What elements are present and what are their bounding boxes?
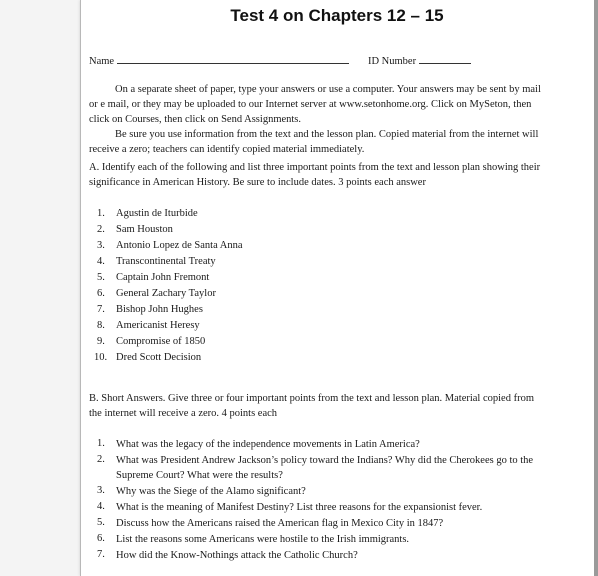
name-field-line[interactable] (117, 53, 349, 64)
page-title: Test 4 on Chapters 12 – 15 (230, 6, 444, 25)
list-item: 8. Americanist Heresy (97, 320, 200, 331)
name-label: Name (89, 56, 115, 67)
list-item: 5. Captain John Fremont (97, 272, 210, 283)
list-item: 3. Why was the Siege of the Alamo significant? (97, 485, 306, 497)
list-item: 4. Transcontinental Treaty (97, 256, 216, 267)
list-item: 6. List the reasons some Americans were hostile to the Irish immigrants. (97, 533, 410, 545)
list-item: 5. Discuss how the Americans raised the American flag in Mexico City in 1847? (97, 517, 444, 529)
section-b-heading: B. Short Answers. Give three or four important points from the text and lesson plan. Material copied from the internet will receive a zero. 4 points each (89, 393, 534, 419)
list-item: 9. Compromise of 1850 (97, 336, 206, 347)
list-item: 7. Bishop John Hughes (97, 304, 203, 315)
list-item: 2. Sam Houston (97, 224, 173, 235)
list-item: 3. Antonio Lopez de Santa Anna (97, 240, 243, 251)
section-a-list (89, 206, 559, 366)
section-a-heading: A. Identify each of the following and list three important points from the text and lesson plan showing their significance in American History. Be sure to include dates. 3 points each answer (89, 162, 541, 188)
list-item: 7. How did the Know-Nothings attack the Catholic Church? (97, 549, 358, 561)
list-item: 2. What was President Andrew Jackson’s policy toward the Indians? Why did the Cherokees go to the Supreme Court? What were the results? (97, 454, 534, 481)
instructions-paragraph-2: Be sure you use information from the text and the lesson plan. Copied material from the internet will receive a zero; teachers can identify copied material immediately. (89, 129, 539, 155)
id-number-label: ID Number (367, 56, 417, 67)
id-number-field-line[interactable] (419, 53, 471, 64)
list-item: 1. Agustin de Iturbide (97, 208, 198, 219)
instructions-paragraph-1: On a separate sheet of paper, type your answers or use a computer. Your answers may be sent by mail or e mail, or they may be uploaded to our Internet server at www.setonhome.org. Click on MySeton, then click on Courses, then click on Send Assignments. (89, 84, 541, 125)
name-id-row (89, 53, 471, 67)
section-b-list (89, 436, 559, 563)
list-item: 1. What was the legacy of the independence movements in Latin America? (97, 438, 420, 450)
list-item: 4. What is the meaning of Manifest Destiny? List three reasons for the expansionist fever. (97, 501, 483, 513)
list-item: 10. Dred Scott Decision (94, 352, 202, 363)
list-item: 6. General Zachary Taylor (97, 288, 216, 299)
scrollbar[interactable] (594, 0, 598, 576)
